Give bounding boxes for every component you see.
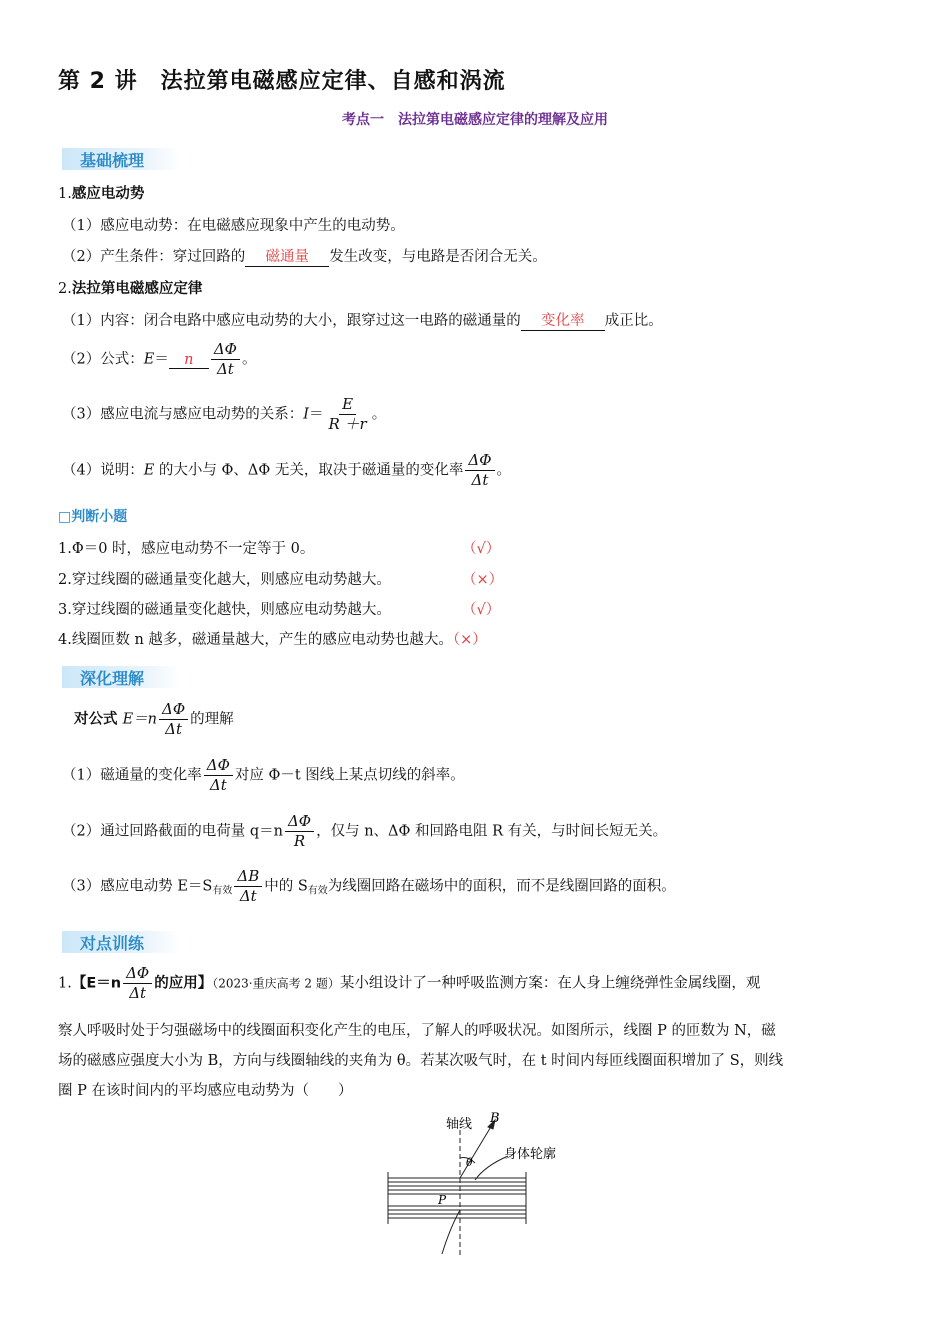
judge-title: □判断小题 (58, 509, 128, 525)
body-outline-lower (442, 1210, 460, 1254)
explanation: （4）说明：E 的大小与 Φ、ΔΦ 无关，取决于磁通量的变化率 $\frac{\Delta\Phi}{\Delta t}$ 。 (62, 451, 512, 489)
faraday-content: （1）内容：闭合电路中感应电动势的大小，跟穿过这一电路的磁通量的 变化率 成正比。 (62, 309, 663, 331)
b-label: B (490, 1111, 500, 1126)
coil-windings (388, 1178, 526, 1218)
heading-faraday: 2.法拉第电磁感应定律 (58, 281, 203, 297)
emf-condition: （2）产生条件：穿过回路的 磁通量 发生改变，与电路是否闭合无关。 (62, 245, 547, 267)
problem-line-3: 场的磁感应强度大小为 B，方向与线圈轴线的夹角为 θ。若某次吸气时，在 t 时间内每匝线圈面积增加了 S，则线 (58, 1053, 784, 1069)
deepen-heading: 对公式 E＝n $\frac{\Delta\Phi}{\Delta t}$ 的理解 (74, 700, 234, 738)
fraction: $\frac{\Delta\Phi}{\Delta t}$ (211, 340, 240, 379)
problem-line-2: 察人呼吸时处于匀强磁场中的线圈面积变化产生的电压，了解人的呼吸状况。如图所示，线圈 P 的匝数为 N，磁 (58, 1023, 776, 1039)
deepen-item-2: （2）通过回路截面的电荷量 q＝n $\frac{\Delta\Phi}{R}$ ，仅与 n、ΔΦ 和回路电阻 R 有关，与时间长短无关。 (62, 812, 668, 850)
fraction: $\frac{\Delta\Phi}{\Delta t}$ (204, 756, 233, 795)
fraction: $\frac{\Delta\Phi}{\Delta t}$ (123, 964, 152, 1003)
banner-deepen: 深化理解 (62, 666, 180, 688)
answer-blank: n (169, 352, 209, 369)
section-subtitle: 考点一 法拉第电磁感应定律的理解及应用 (342, 112, 608, 128)
problem-line-1: 1.【E＝n $\frac{\Delta\Phi}{\Delta t}$ 的应用】（2023·重庆高考 2 题）某小组设计了一种呼吸监测方案：在人身上缠绕弹性金属线圈，观 (58, 964, 761, 1002)
answer-blank: 磁通量 (245, 245, 329, 267)
theta-label: θ (466, 1156, 473, 1169)
banner-training: 对点训练 (62, 931, 180, 953)
deepen-item-3: （3）感应电动势 $E=S_{有效}$ $\frac{\Delta B}{\Delta t}$ 中的 $S_{有效}$为线圈回路在磁场中的面积，而不是线圈回路的面积。 (62, 867, 676, 905)
judge-item: 1.Φ＝0 时，感应电动势不一定等于 0。 （√） (58, 541, 501, 557)
fraction: $\frac{\Delta B}{\Delta t}$ (234, 867, 262, 906)
fraction: $\frac{E}{R +r}$ (328, 395, 367, 433)
answer-blank: 变化率 (521, 309, 605, 331)
judge-item: 3.穿过线圈的磁通量变化越快，则感应电动势越大。 （√） (58, 602, 501, 618)
problem-line-4: 圈 P 在该时间内的平均感应电动势为（ ） (58, 1083, 353, 1099)
heading-emf: 1.感应电动势 (58, 186, 145, 202)
page-title: 第 2 讲 法拉第电磁感应定律、自感和涡流 (58, 69, 506, 94)
current-relation: （3）感应电流与感应电动势的关系：I＝ $\frac{E}{R +r}$ 。 (62, 395, 387, 433)
axis-label: 轴线 (446, 1117, 473, 1132)
fraction: $\frac{\Delta\Phi}{R}$ (285, 812, 314, 851)
p-label: P (438, 1193, 447, 1207)
deepen-item-1: （1）磁通量的变化率 $\frac{\Delta\Phi}{\Delta t}$ 对应 Φ－t 图线上某点切线的斜率。 (62, 756, 465, 794)
coil-figure (380, 1108, 557, 1258)
banner-basics: 基础梳理 (62, 148, 180, 170)
fraction: $\frac{\Delta\Phi}{\Delta t}$ (465, 451, 494, 490)
fraction: $\frac{\Delta\Phi}{\Delta t}$ (159, 700, 188, 739)
judge-item: 4.线圈匝数 n 越多，磁通量越大，产生的感应电动势也越大。（×） (58, 632, 487, 648)
faraday-formula: （2）公式：E＝ n $\frac{\Delta\Phi}{\Delta t}$ 。 (62, 340, 257, 378)
judge-item: 2.穿过线圈的磁通量变化越大，则感应电动势越大。 （×） (58, 572, 504, 588)
body-label: 身体轮廓 (504, 1147, 557, 1162)
emf-definition: （1）感应电动势：在电磁感应现象中产生的电动势。 (62, 218, 405, 234)
